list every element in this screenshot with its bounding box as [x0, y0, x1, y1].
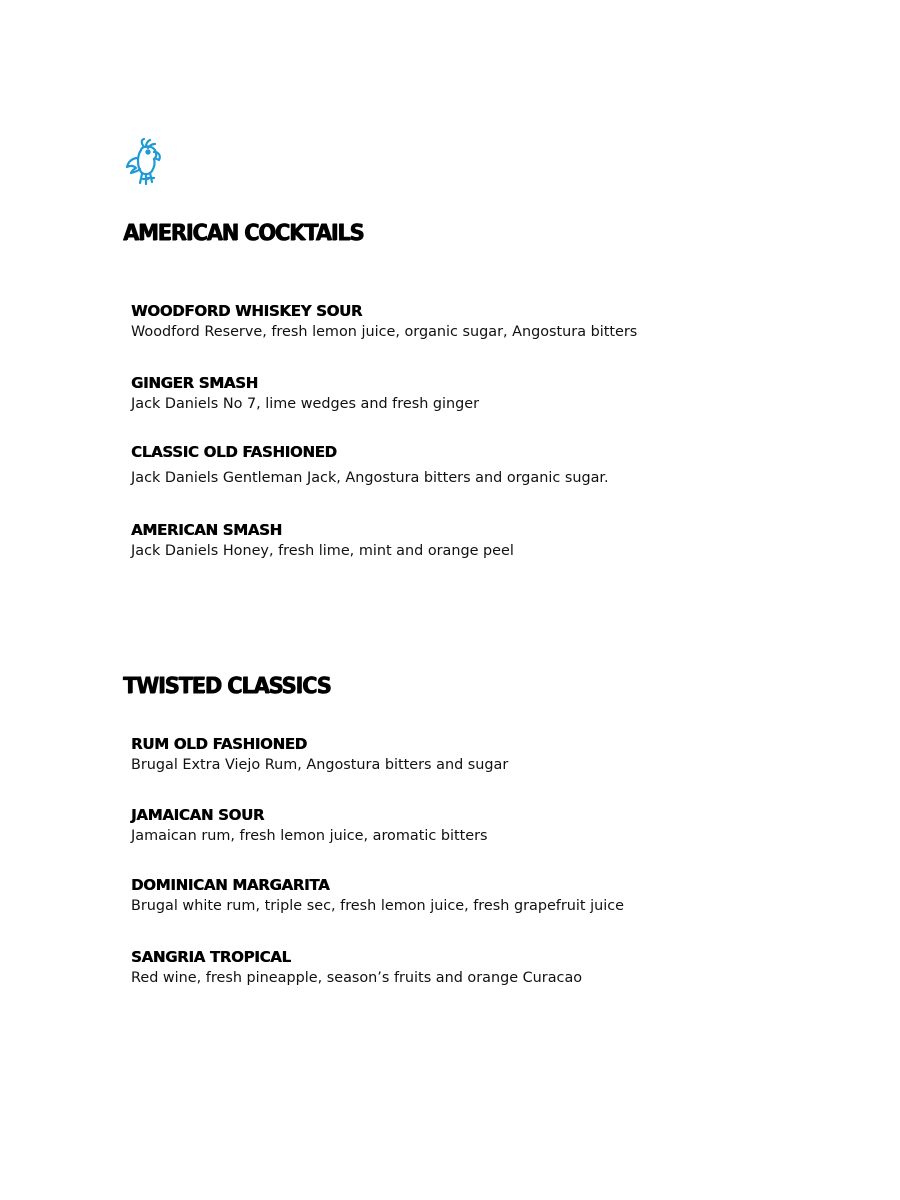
menu-item-name: SANGRIA TROPICAL — [131, 948, 291, 966]
menu-item — [131, 520, 831, 562]
menu-item-name: CLASSIC OLD FASHIONED — [131, 443, 337, 461]
menu-item — [131, 875, 831, 917]
menu-item-description: Jack Daniels Gentleman Jack, Angostura bitters and organic sugar. — [131, 470, 609, 486]
menu-item-name: DOMINICAN MARGARITA — [131, 876, 330, 894]
menu-item — [131, 805, 831, 847]
menu-item-name: WOODFORD WHISKEY SOUR — [131, 302, 363, 320]
menu-item-description: Jamaican rum, fresh lemon juice, aromatic bitters — [131, 828, 488, 844]
section-title-twisted-classics: TWISTED CLASSICS — [123, 674, 331, 699]
menu-item — [131, 301, 831, 343]
menu-item — [131, 442, 831, 489]
menu-item-name: JAMAICAN SOUR — [131, 806, 265, 824]
parrot-icon — [124, 138, 164, 186]
menu-item-description: Jack Daniels Honey, fresh lime, mint and orange peel — [131, 543, 514, 559]
menu-item-name: GINGER SMASH — [131, 374, 258, 392]
menu-item-description: Red wine, fresh pineapple, season’s fruits and orange Curacao — [131, 970, 583, 986]
menu-item-description: Woodford Reserve, fresh lemon juice, organic sugar, Angostura bitters — [131, 324, 638, 340]
menu-item-name: RUM OLD FASHIONED — [131, 735, 307, 753]
menu-item — [131, 373, 831, 415]
menu-item-description: Brugal Extra Viejo Rum, Angostura bitters and sugar — [131, 757, 509, 773]
menu-item — [131, 947, 831, 989]
menu-item — [131, 734, 831, 776]
menu-item-description: Jack Daniels No 7, lime wedges and fresh ginger — [131, 396, 480, 412]
menu-item-name: AMERICAN SMASH — [131, 521, 282, 539]
menu-item-description: Brugal white rum, triple sec, fresh lemon juice, fresh grapefruit juice — [131, 898, 625, 914]
section-title-american-cocktails: AMERICAN COCKTAILS — [123, 221, 364, 246]
